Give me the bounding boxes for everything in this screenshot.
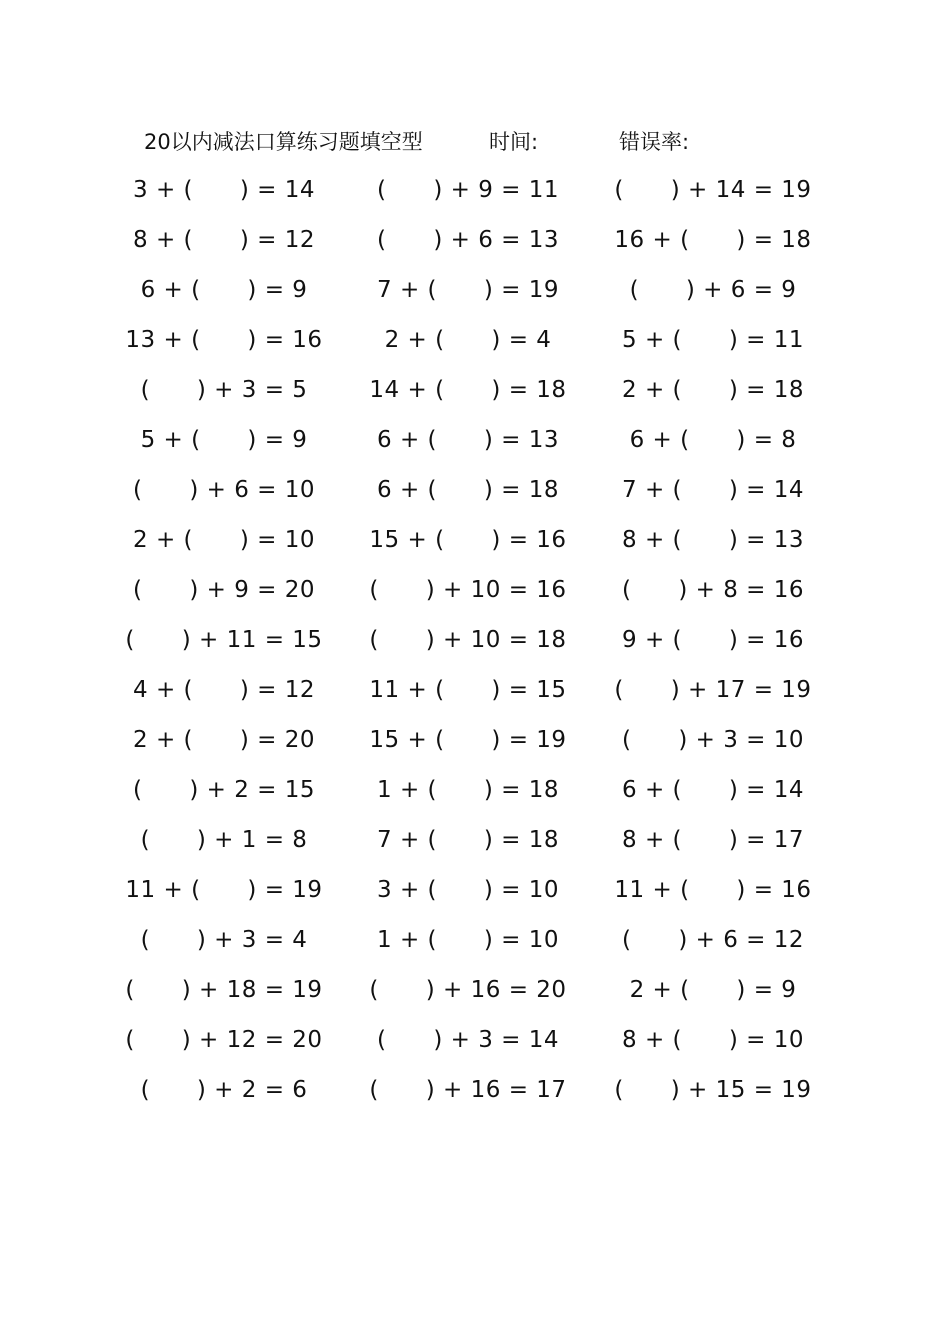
problem-cell: ( ) + 16 = 20: [369, 977, 567, 1003]
problem-cell: 13 + ( ) = 16: [125, 327, 323, 353]
problem-cell: 2 + ( ) = 20: [133, 727, 315, 753]
problem-cell: ( ) + 1 = 8: [140, 827, 308, 853]
problem-cell: ( ) + 6 = 13: [377, 227, 559, 253]
problem-cell: 9 + ( ) = 16: [622, 627, 804, 653]
problem-row: [0, 765, 950, 815]
problem-cell: ( ) + 3 = 5: [140, 377, 308, 403]
problem-cell: 1 + ( ) = 18: [377, 777, 559, 803]
problem-row: [0, 715, 950, 765]
problem-cell: 1 + ( ) = 10: [377, 927, 559, 953]
problem-row: [0, 865, 950, 915]
problem-cell: 5 + ( ) = 9: [140, 427, 308, 453]
problem-cell: 7 + ( ) = 14: [622, 477, 804, 503]
problem-cell: ( ) + 8 = 16: [622, 577, 804, 603]
problem-row: [0, 265, 950, 315]
problem-cell: 11 + ( ) = 15: [369, 677, 567, 703]
problem-cell: ( ) + 9 = 11: [377, 177, 559, 203]
problem-row: [0, 365, 950, 415]
problem-cell: ( ) + 6 = 12: [622, 927, 804, 953]
problem-cell: 6 + ( ) = 18: [377, 477, 559, 503]
problem-cell: 2 + ( ) = 4: [384, 327, 552, 353]
worksheet-title: 20以内减法口算练习题填空型: [144, 130, 423, 154]
problem-cell: ( ) + 9 = 20: [133, 577, 315, 603]
problem-cell: 2 + ( ) = 9: [629, 977, 797, 1003]
problem-cell: 6 + ( ) = 8: [629, 427, 797, 453]
problem-cell: ( ) + 2 = 15: [133, 777, 315, 803]
problem-cell: ( ) + 17 = 19: [614, 677, 812, 703]
problem-cell: 6 + ( ) = 14: [622, 777, 804, 803]
problem-cell: 2 + ( ) = 18: [622, 377, 804, 403]
problem-cell: 11 + ( ) = 19: [125, 877, 323, 903]
problem-row: [0, 465, 950, 515]
problem-row: [0, 1065, 950, 1115]
problem-cell: ( ) + 3 = 14: [377, 1027, 559, 1053]
problem-cell: 6 + ( ) = 9: [140, 277, 308, 303]
error-rate-label: 错误率:: [619, 130, 690, 154]
problem-cell: ( ) + 10 = 16: [369, 577, 567, 603]
problem-row: [0, 215, 950, 265]
problem-cell: ( ) + 6 = 10: [133, 477, 315, 503]
problem-row: [0, 915, 950, 965]
problem-cell: 15 + ( ) = 19: [369, 727, 567, 753]
problem-row: [0, 665, 950, 715]
problem-cell: 5 + ( ) = 11: [622, 327, 804, 353]
problem-cell: 8 + ( ) = 13: [622, 527, 804, 553]
problem-cell: 8 + ( ) = 10: [622, 1027, 804, 1053]
problem-cell: 2 + ( ) = 10: [133, 527, 315, 553]
problem-row: [0, 965, 950, 1015]
problem-row: [0, 565, 950, 615]
problem-cell: 3 + ( ) = 14: [133, 177, 315, 203]
problem-cell: 15 + ( ) = 16: [369, 527, 567, 553]
problem-cell: ( ) + 2 = 6: [140, 1077, 308, 1103]
problem-cell: 7 + ( ) = 18: [377, 827, 559, 853]
problem-row: [0, 415, 950, 465]
time-label: 时间:: [489, 130, 539, 154]
problem-cell: 3 + ( ) = 10: [377, 877, 559, 903]
problem-row: [0, 165, 950, 215]
problem-row: [0, 515, 950, 565]
problem-cell: ( ) + 18 = 19: [125, 977, 323, 1003]
problem-cell: ( ) + 3 = 10: [622, 727, 804, 753]
problem-cell: ( ) + 3 = 4: [140, 927, 308, 953]
problem-row: [0, 615, 950, 665]
problem-cell: 8 + ( ) = 12: [133, 227, 315, 253]
problem-row: [0, 1015, 950, 1065]
problem-cell: 8 + ( ) = 17: [622, 827, 804, 853]
problem-cell: ( ) + 11 = 15: [125, 627, 323, 653]
problem-row: [0, 315, 950, 365]
problem-cell: 7 + ( ) = 19: [377, 277, 559, 303]
problem-cell: ( ) + 6 = 9: [629, 277, 797, 303]
problem-cell: ( ) + 15 = 19: [614, 1077, 812, 1103]
problem-cell: ( ) + 12 = 20: [125, 1027, 323, 1053]
problem-cell: 4 + ( ) = 12: [133, 677, 315, 703]
problem-row: [0, 815, 950, 865]
problem-cell: ( ) + 14 = 19: [614, 177, 812, 203]
problem-cell: 14 + ( ) = 18: [369, 377, 567, 403]
problem-cell: ( ) + 10 = 18: [369, 627, 567, 653]
problem-cell: 16 + ( ) = 18: [614, 227, 812, 253]
problem-cell: ( ) + 16 = 17: [369, 1077, 567, 1103]
problem-cell: 11 + ( ) = 16: [614, 877, 812, 903]
problem-cell: 6 + ( ) = 13: [377, 427, 559, 453]
